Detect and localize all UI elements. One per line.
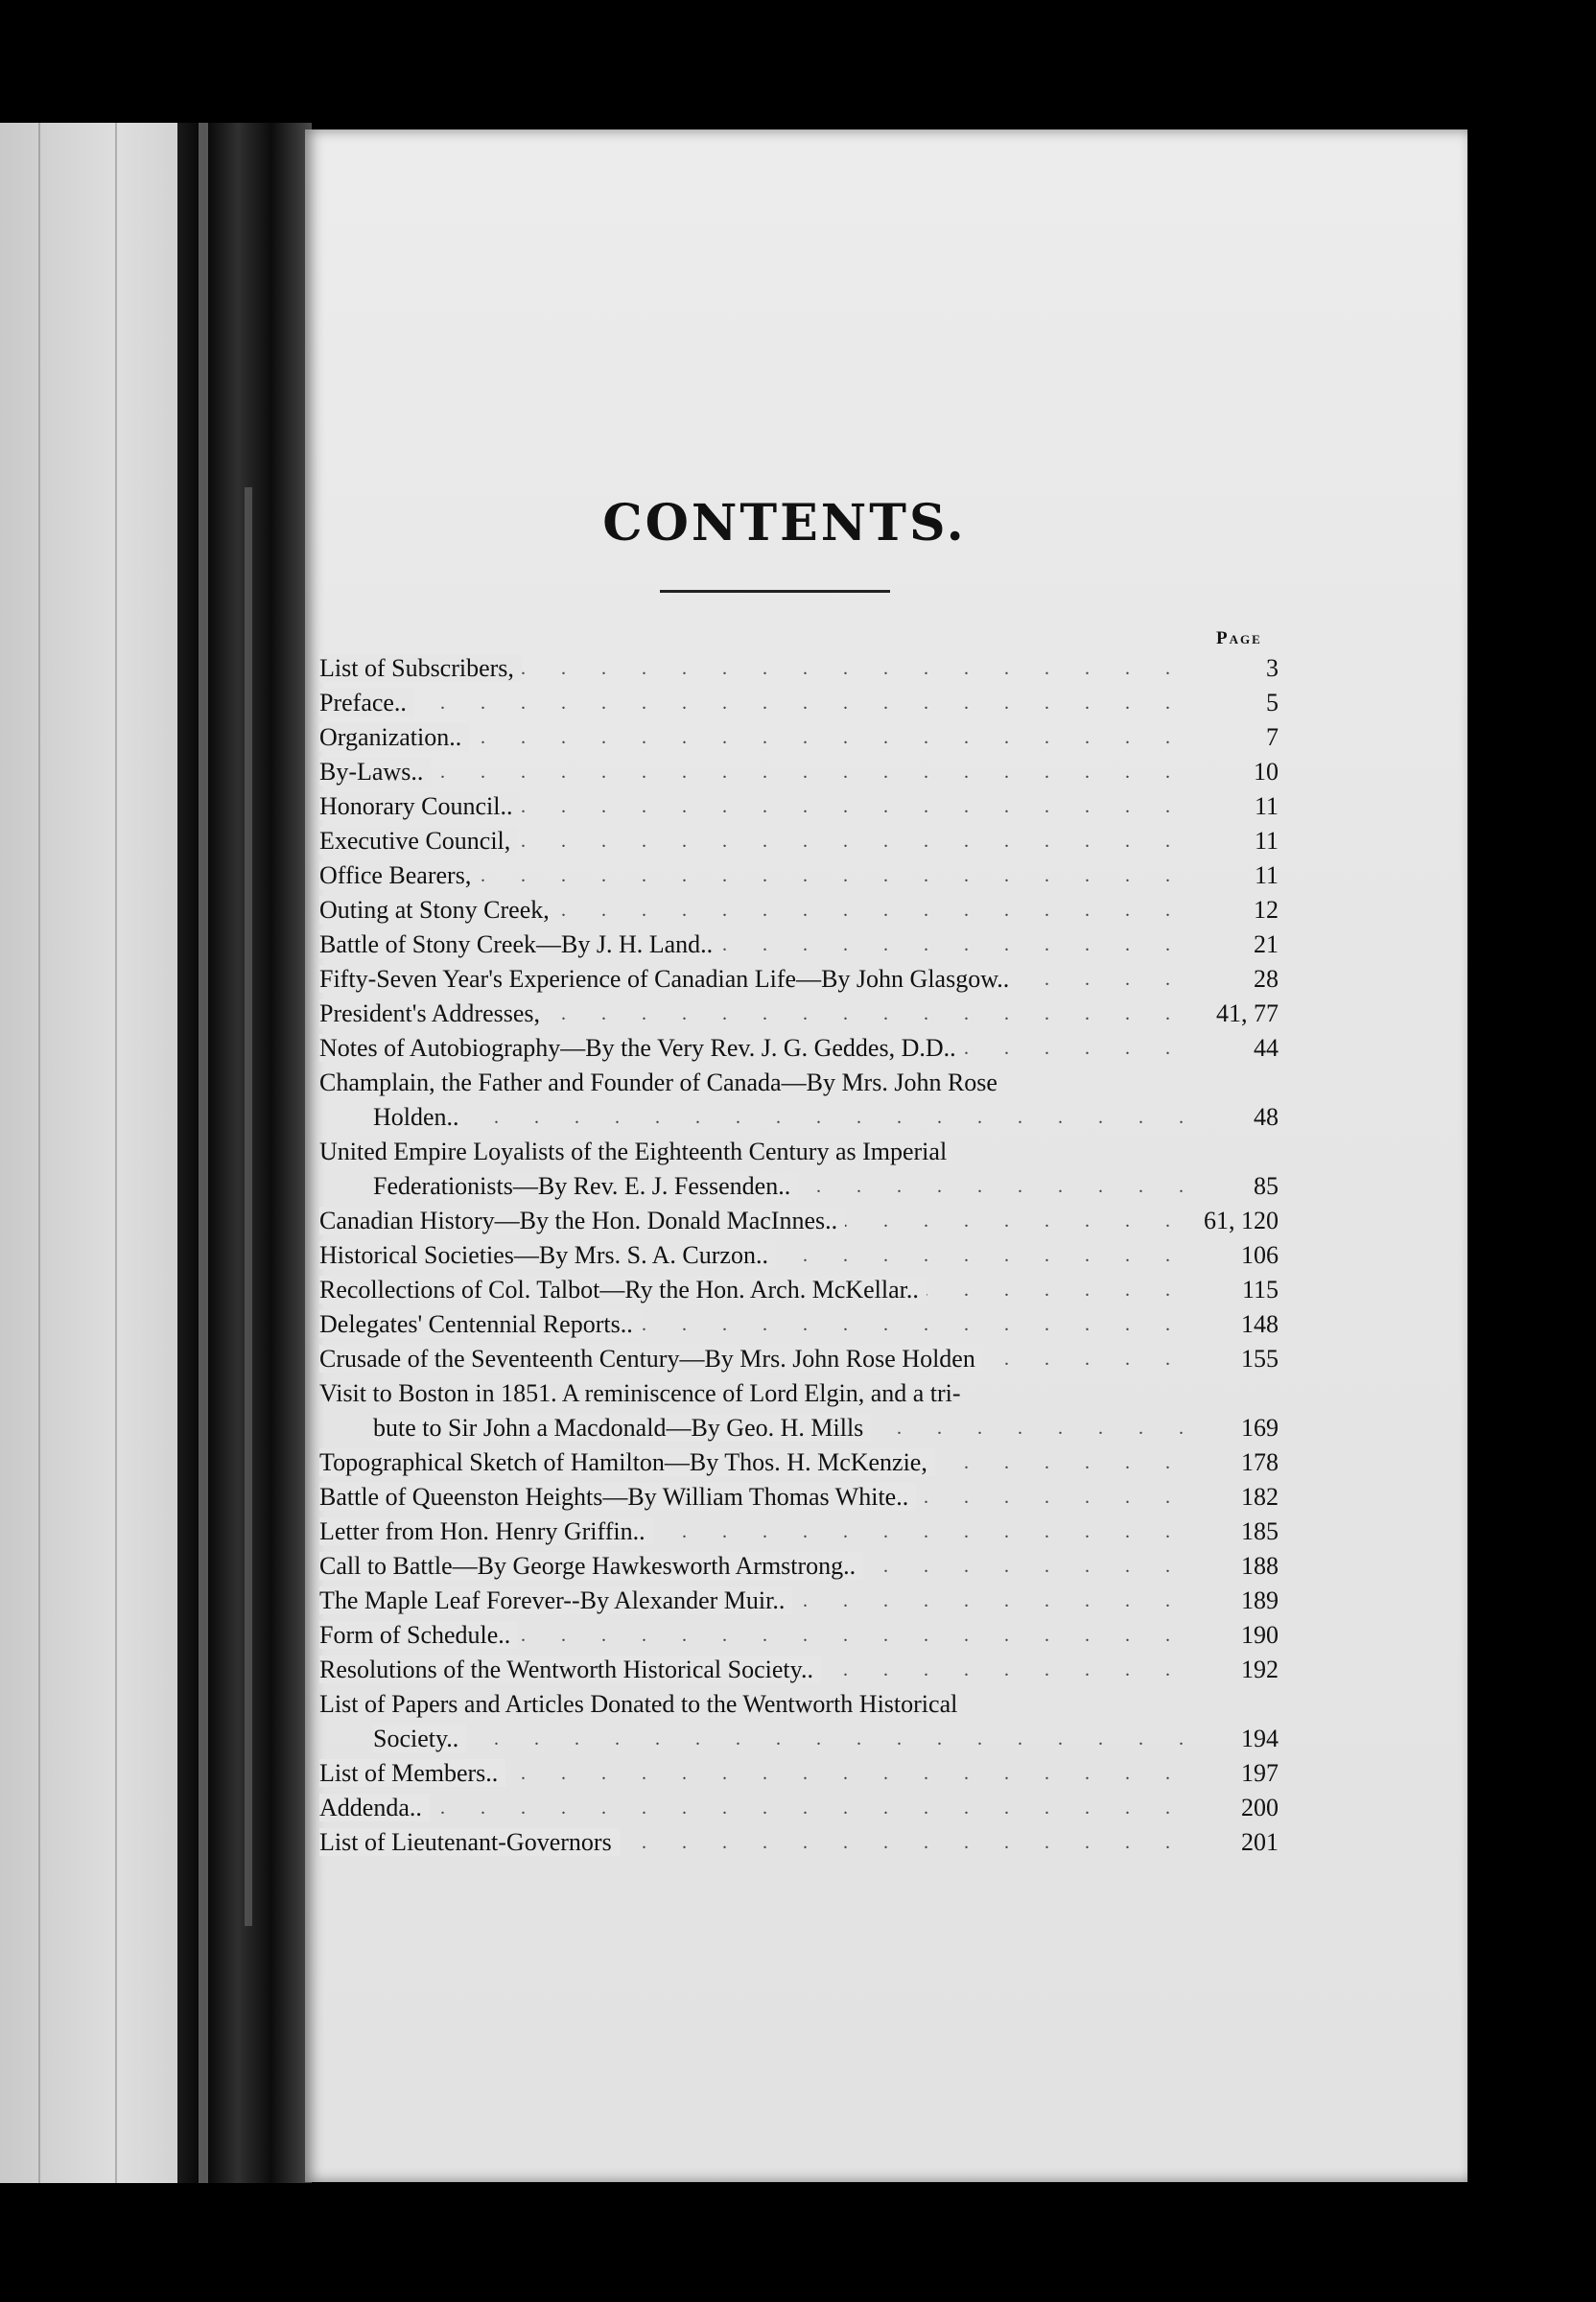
entry-page-number: 189 [1241, 1586, 1279, 1614]
torn-edge [245, 487, 252, 1926]
contents-entry [319, 1342, 1279, 1376]
entry-page-number: 28 [1254, 965, 1279, 993]
entry-title: Form of Schedule.. [319, 1621, 518, 1649]
entry-title-continued: Federationists—By Rev. E. J. Fessenden.. [373, 1172, 798, 1200]
entry-page-number: 7 [1266, 723, 1279, 751]
entry-page-number: 106 [1241, 1241, 1279, 1269]
entry-title: Preface.. [319, 689, 414, 716]
entry-title: Office Bearers, [319, 861, 479, 889]
entry-page-number: 85 [1254, 1172, 1279, 1200]
entry-title: Honorary Council.. [319, 792, 520, 820]
contents-entry [319, 997, 1279, 1031]
entry-page-number: 201 [1241, 1828, 1279, 1856]
left-page-rule [38, 123, 40, 2183]
entry-page-number: 155 [1241, 1345, 1279, 1373]
entry-title: Resolutions of the Wentworth Historical Society.. [319, 1656, 821, 1683]
contents-entry [319, 1549, 1279, 1584]
entry-title: List of Subscribers, [319, 654, 522, 682]
contents-entry [319, 928, 1279, 962]
entry-page-number: 182 [1241, 1483, 1279, 1511]
entry-page-number: 10 [1254, 758, 1279, 786]
contents-entry [319, 686, 1279, 720]
entry-title: Letter from Hon. Henry Griffin.. [319, 1517, 653, 1545]
entry-title: Addenda.. [319, 1794, 430, 1821]
entry-title-continued: Holden.. [373, 1103, 467, 1131]
entry-title: Recollections of Col. Talbot—Ry the Hon. Arch. McKellar.. [319, 1276, 927, 1304]
entry-page-number: 48 [1254, 1103, 1279, 1131]
torn-edge [199, 123, 208, 2183]
entry-title: Delegates' Centennial Reports.. [319, 1310, 641, 1338]
entry-title: Visit to Boston in 1851. A reminiscence of Lord Elgin, and a tri- [319, 1379, 961, 1407]
contents-entry [319, 1066, 1279, 1135]
contents-entry [319, 824, 1279, 858]
entry-page-number: 200 [1241, 1794, 1279, 1821]
entry-page-number: 41, 77 [1216, 999, 1279, 1027]
entry-title: Call to Battle—By George Hawkesworth Armstrong.. [319, 1552, 863, 1580]
book-binding-gutter [177, 123, 312, 2183]
entry-title: List of Members.. [319, 1759, 505, 1787]
entry-title-continued: Society.. [373, 1725, 466, 1752]
contents-entry [319, 1031, 1279, 1066]
entry-title: Champlain, the Father and Founder of Canada—By Mrs. John Rose [319, 1069, 998, 1096]
entry-page-number: 11 [1254, 861, 1279, 889]
entry-title: The Maple Leaf Forever--By Alexander Muir.. [319, 1586, 792, 1614]
contents-entry [319, 1653, 1279, 1687]
contents-entry [319, 1204, 1279, 1238]
entry-title: Battle of Stony Creek—By J. H. Land.. [319, 930, 720, 958]
entry-title: Historical Societies—By Mrs. S. A. Curzon.. [319, 1241, 776, 1269]
entry-title: President's Addresses, [319, 999, 548, 1027]
entry-title: Crusade of the Seventeenth Century—By Mrs. John Rose Holden [319, 1345, 983, 1373]
contents-entry [319, 893, 1279, 928]
entry-page-number: 185 [1241, 1517, 1279, 1545]
entry-title: Fifty-Seven Year's Experience of Canadian Life—By John Glasgow.. [319, 965, 1017, 993]
entry-page-number: 44 [1254, 1034, 1279, 1062]
entry-title-continued: bute to Sir John a Macdonald—By Geo. H. Mills [373, 1414, 871, 1442]
title-divider [660, 590, 890, 593]
entry-title: Notes of Autobiography—By the Very Rev. J. G. Geddes, D.D.. [319, 1034, 964, 1062]
entry-page-number: 192 [1241, 1656, 1279, 1683]
entry-page-number: 11 [1254, 827, 1279, 855]
contents-entry [319, 1135, 1279, 1204]
contents-entry [319, 755, 1279, 789]
entry-title: Organization.. [319, 723, 469, 751]
contents-entry [319, 651, 1279, 686]
entry-title: United Empire Loyalists of the Eighteenth Century as Imperial [319, 1138, 948, 1165]
contents-entry [319, 1584, 1279, 1618]
entry-page-number: 194 [1241, 1725, 1279, 1752]
contents-entry [319, 1376, 1279, 1445]
page-column-label: Page [1216, 628, 1262, 648]
contents-entry [319, 1480, 1279, 1515]
entry-page-number: 148 [1241, 1310, 1279, 1338]
entry-page-number: 188 [1241, 1552, 1279, 1580]
left-page-fragment [0, 123, 197, 2183]
entry-title: By-Laws.. [319, 758, 431, 786]
entry-title: Outing at Stony Creek, [319, 896, 557, 924]
contents-page [305, 129, 1467, 2182]
entry-page-number: 21 [1254, 930, 1279, 958]
contents-entry [319, 1791, 1279, 1825]
page-title: CONTENTS. [602, 494, 967, 552]
entry-title: Topographical Sketch of Hamilton—By Thos. H. McKenzie, [319, 1448, 935, 1476]
contents-entry [319, 1273, 1279, 1307]
contents-entry [319, 789, 1279, 824]
entry-title: Executive Council, [319, 827, 518, 855]
contents-entry [319, 1445, 1279, 1480]
contents-entry [319, 720, 1279, 755]
entry-page-number: 178 [1241, 1448, 1279, 1476]
entry-page-number: 190 [1241, 1621, 1279, 1649]
entry-title: Battle of Queenston Heights—By William Thomas White.. [319, 1483, 916, 1511]
contents-entry [319, 962, 1279, 997]
entry-title: Canadian History—By the Hon. Donald MacInnes.. [319, 1207, 845, 1234]
entry-page-number: 169 [1241, 1414, 1279, 1442]
entry-page-number: 12 [1254, 896, 1279, 924]
contents-list [319, 651, 1279, 1860]
contents-entry [319, 1515, 1279, 1549]
entry-page-number: 3 [1266, 654, 1279, 682]
entry-page-number: 11 [1254, 792, 1279, 820]
entry-title: List of Papers and Articles Donated to the Wentworth Historical [319, 1690, 958, 1718]
entry-title: List of Lieutenant-Governors [319, 1828, 620, 1856]
left-page-rule [115, 123, 117, 2183]
contents-entry [319, 858, 1279, 893]
contents-entry [319, 1756, 1279, 1791]
entry-page-number: 5 [1266, 689, 1279, 716]
entry-page-number: 115 [1241, 1276, 1279, 1304]
entry-page-number: 61, 120 [1204, 1207, 1279, 1234]
contents-entry [319, 1687, 1279, 1756]
contents-entry [319, 1307, 1279, 1342]
contents-entry [319, 1238, 1279, 1273]
entry-page-number: 197 [1241, 1759, 1279, 1787]
contents-entry [319, 1825, 1279, 1860]
contents-entry [319, 1618, 1279, 1653]
